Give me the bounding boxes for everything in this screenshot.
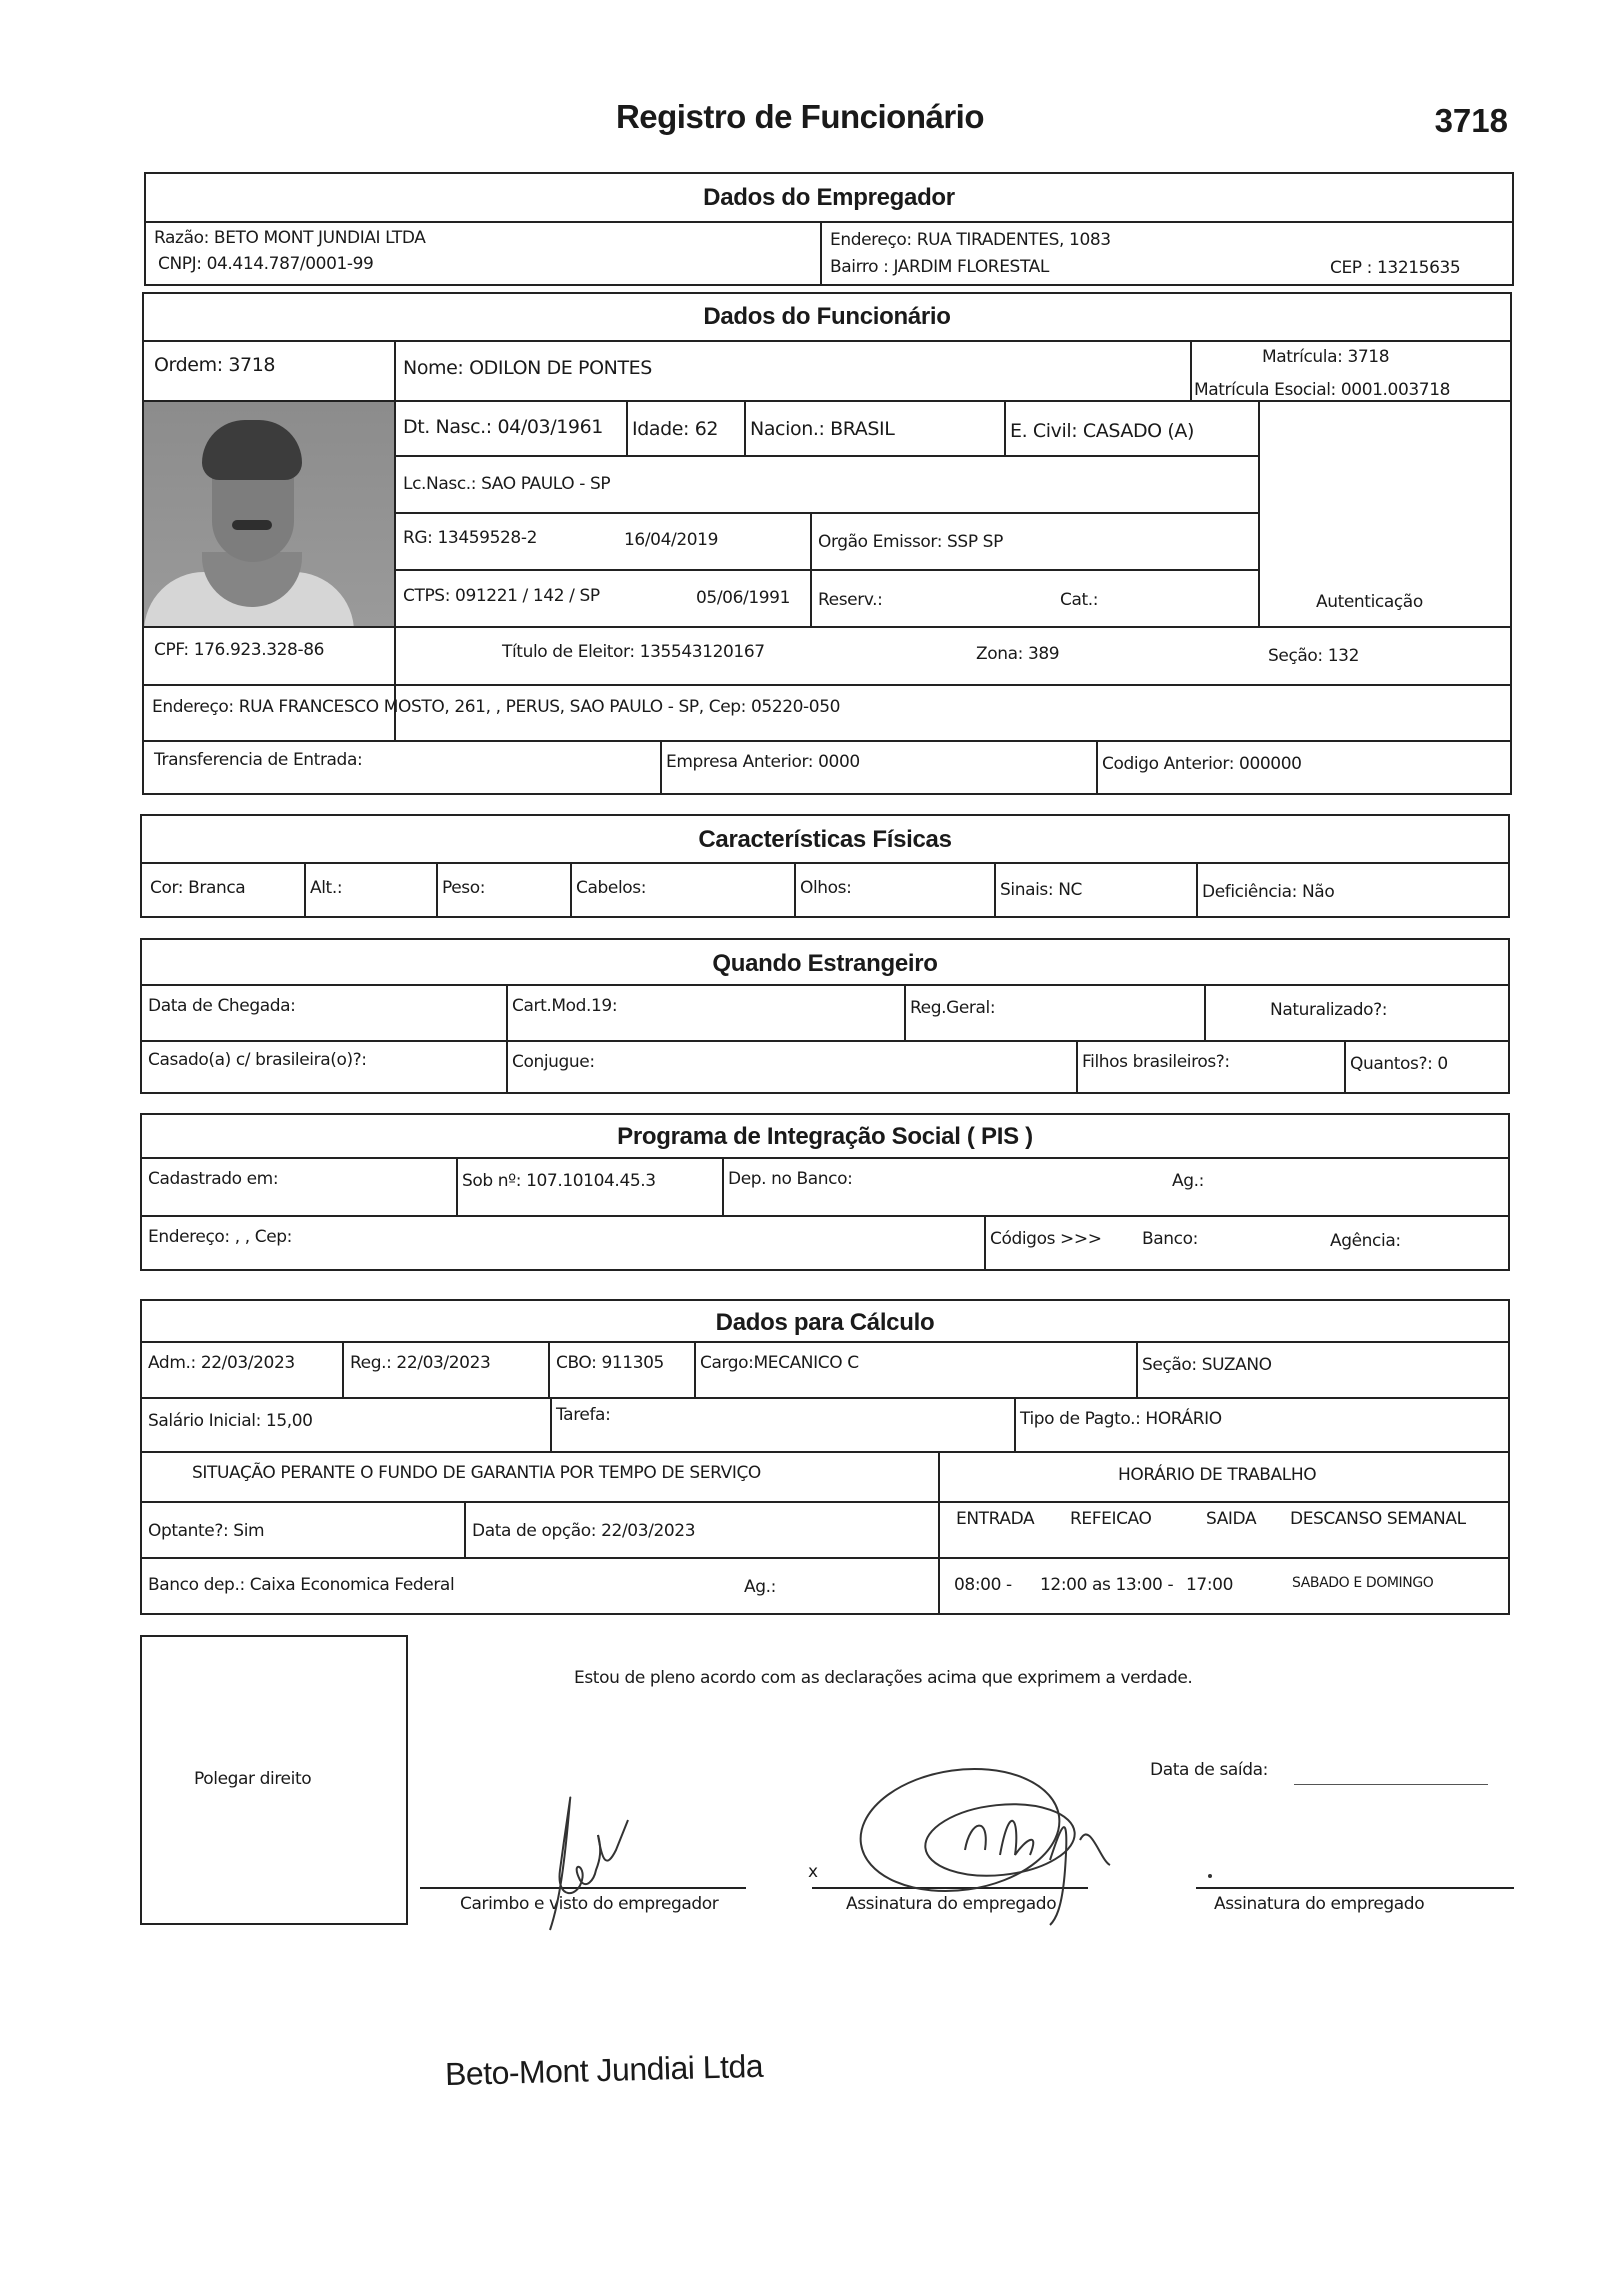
calc-secao: Seção: SUZANO	[1142, 1355, 1272, 1375]
calc-adm: Adm.: 22/03/2023	[148, 1353, 295, 1373]
horario-header-saida: SAIDA	[1206, 1509, 1257, 1529]
pis-dep-banco: Dep. no Banco:	[728, 1169, 853, 1189]
employee-section	[142, 292, 1512, 795]
previous-company: Empresa Anterior: 0000	[666, 752, 860, 772]
exit-date-label: Data de saída:	[1150, 1760, 1268, 1780]
pis-ag: Ag.:	[1172, 1171, 1204, 1191]
fgts-ag: Ag.:	[744, 1577, 776, 1597]
employee-section-title: Dados do Funcionário	[703, 303, 951, 330]
employer-razao: Razão: BETO MONT JUNDIAI LTDA	[154, 228, 426, 248]
employer-bairro: Bairro : JARDIM FLORESTAL	[830, 257, 1049, 277]
physical-cor: Cor: Branca	[150, 878, 246, 898]
employee-reserv: Reserv.:	[818, 590, 883, 610]
pis-section-title: Programa de Integração Social ( PIS )	[617, 1123, 1033, 1150]
employee-rg-date: 16/04/2019	[624, 530, 718, 550]
physical-peso: Peso:	[442, 878, 486, 898]
employee-titulo-eleitor: Título de Eleitor: 135543120167	[502, 642, 765, 662]
x-mark: x	[808, 1862, 818, 1882]
employee-photo	[144, 402, 394, 626]
physical-section-title: Características Físicas	[698, 826, 952, 853]
employee-matricula-esocial: Matrícula Esocial: 0001.003718	[1194, 380, 1451, 400]
employee-signature-label-2: Assinatura do empregado	[1214, 1894, 1425, 1914]
fgts-optante: Optante?: Sim	[148, 1521, 265, 1541]
employee-lc-nasc: Lc.Nasc.: SAO PAULO - SP	[403, 474, 611, 494]
calc-salario: Salário Inicial: 15,00	[148, 1411, 313, 1431]
document-number: 3718	[1434, 102, 1508, 139]
calc-reg: Reg.: 22/03/2023	[350, 1353, 491, 1373]
employee-estado-civil: E. Civil: CASADO (A)	[1010, 420, 1194, 442]
employer-section	[144, 172, 1514, 286]
employer-cnpj: CNPJ: 04.414.787/0001-99	[158, 254, 374, 274]
employee-ctps-date: 05/06/1991	[696, 588, 790, 608]
fgts-data-opcao: Data de opção: 22/03/2023	[472, 1521, 696, 1541]
horario-header-refeicao: REFEICAO	[1070, 1509, 1152, 1529]
horario-title: HORÁRIO DE TRABALHO	[1118, 1465, 1317, 1485]
employee-ordem: Ordem: 3718	[154, 354, 276, 376]
foreigner-cart-mod19: Cart.Mod.19:	[512, 996, 618, 1016]
horario-descanso: SABADO E DOMINGO	[1292, 1575, 1434, 1591]
calc-section	[140, 1299, 1510, 1615]
horario-entrada: 08:00 -	[954, 1575, 1012, 1595]
pis-codigos: Códigos >>>	[990, 1229, 1102, 1249]
employer-stamp-label: Carimbo e visto do empregador	[460, 1894, 719, 1914]
employee-ctps: CTPS: 091221 / 142 / SP	[403, 586, 600, 606]
foreigner-conjugue: Conjugue:	[512, 1052, 595, 1072]
physical-section	[140, 814, 1510, 918]
company-stamp: Beto-Mont Jundiai Ltda	[444, 2047, 764, 2093]
employee-nome: Nome: ODILON DE PONTES	[403, 357, 652, 379]
pis-banco: Banco:	[1142, 1229, 1198, 1249]
foreigner-reg-geral: Reg.Geral:	[910, 998, 996, 1018]
page-title: Registro de Funcionário	[615, 98, 985, 135]
foreigner-naturalizado: Naturalizado?:	[1270, 1000, 1388, 1020]
employee-signature	[850, 1760, 1230, 1930]
pis-section	[140, 1113, 1510, 1271]
employee-rg: RG: 13459528-2	[403, 528, 537, 548]
horario-header-descanso: DESCANSO SEMANAL	[1290, 1509, 1466, 1529]
calc-cargo: Cargo:MECANICO C	[700, 1353, 859, 1373]
transfer-entry: Transferencia de Entrada:	[154, 750, 363, 770]
horario-refeicao: 12:00 as 13:00 -	[1040, 1575, 1174, 1595]
foreigner-section	[140, 938, 1510, 1094]
previous-code: Codigo Anterior: 000000	[1102, 754, 1302, 774]
pis-number: Sob nº: 107.10104.45.3	[462, 1171, 656, 1191]
physical-olhos: Olhos:	[800, 878, 852, 898]
horario-header-entrada: ENTRADA	[956, 1509, 1035, 1529]
exit-date-field[interactable]	[1294, 1784, 1488, 1785]
authentication-label: Autenticação	[1316, 592, 1423, 612]
calc-tipo-pagto: Tipo de Pagto.: HORÁRIO	[1020, 1409, 1222, 1429]
foreigner-quantos: Quantos?: 0	[1350, 1054, 1448, 1074]
pis-cadastrado-em: Cadastrado em:	[148, 1169, 279, 1189]
employee-idade: Idade: 62	[632, 418, 719, 440]
employer-signature	[520, 1780, 680, 1940]
employee-nacion: Nacion.: BRASIL	[750, 418, 895, 440]
fgts-banco-dep: Banco dep.: Caixa Economica Federal	[148, 1575, 455, 1595]
employee-secao: Seção: 132	[1268, 646, 1359, 666]
pis-address: Endereço: , , Cep:	[148, 1227, 292, 1247]
employer-cep: CEP : 13215635	[1330, 258, 1461, 278]
employee-dt-nasc: Dt. Nasc.: 04/03/1961	[403, 416, 603, 438]
calc-section-title: Dados para Cálculo	[715, 1309, 935, 1336]
physical-cabelos: Cabelos:	[576, 878, 647, 898]
thumbprint-label: Polegar direito	[194, 1769, 312, 1789]
employee-zona: Zona: 389	[976, 644, 1060, 664]
physical-alt: Alt.:	[310, 878, 343, 898]
foreigner-filhos-brasileiros: Filhos brasileiros?:	[1082, 1052, 1230, 1072]
foreigner-data-chegada: Data de Chegada:	[148, 996, 296, 1016]
employer-address: Endereço: RUA TIRADENTES, 1083	[830, 230, 1111, 250]
employee-orgao-emissor: Orgão Emissor: SSP SP	[818, 532, 1003, 552]
physical-deficiencia: Deficiência: Não	[1202, 882, 1335, 902]
employer-section-title: Dados do Empregador	[703, 184, 955, 211]
declaration-text: Estou de pleno acordo com as declarações acima que exprimem a verdade.	[574, 1668, 1193, 1688]
employee-cpf: CPF: 176.923.328-86	[154, 640, 325, 660]
pis-agencia: Agência:	[1330, 1231, 1401, 1251]
physical-sinais: Sinais: NC	[1000, 880, 1083, 900]
employee-address: Endereço: RUA FRANCESCO MOSTO, 261, , PERUS, SAO PAULO - SP, Cep: 05220-050	[152, 697, 841, 717]
thumbprint-box[interactable]	[140, 1635, 408, 1925]
foreigner-section-title: Quando Estrangeiro	[712, 950, 938, 977]
horario-saida: 17:00	[1186, 1575, 1233, 1595]
calc-tarefa: Tarefa:	[556, 1405, 611, 1425]
employee-matricula: Matrícula: 3718	[1262, 347, 1390, 367]
foreigner-casado-brasileira: Casado(a) c/ brasileira(o)?:	[148, 1050, 367, 1070]
calc-cbo: CBO: 911305	[556, 1353, 664, 1373]
employee-cat: Cat.:	[1060, 590, 1099, 610]
employee-signature-label-1: Assinatura do empregado	[846, 1894, 1057, 1914]
fgts-title: SITUAÇÃO PERANTE O FUNDO DE GARANTIA POR TEMPO DE SERVIÇO	[192, 1463, 761, 1483]
